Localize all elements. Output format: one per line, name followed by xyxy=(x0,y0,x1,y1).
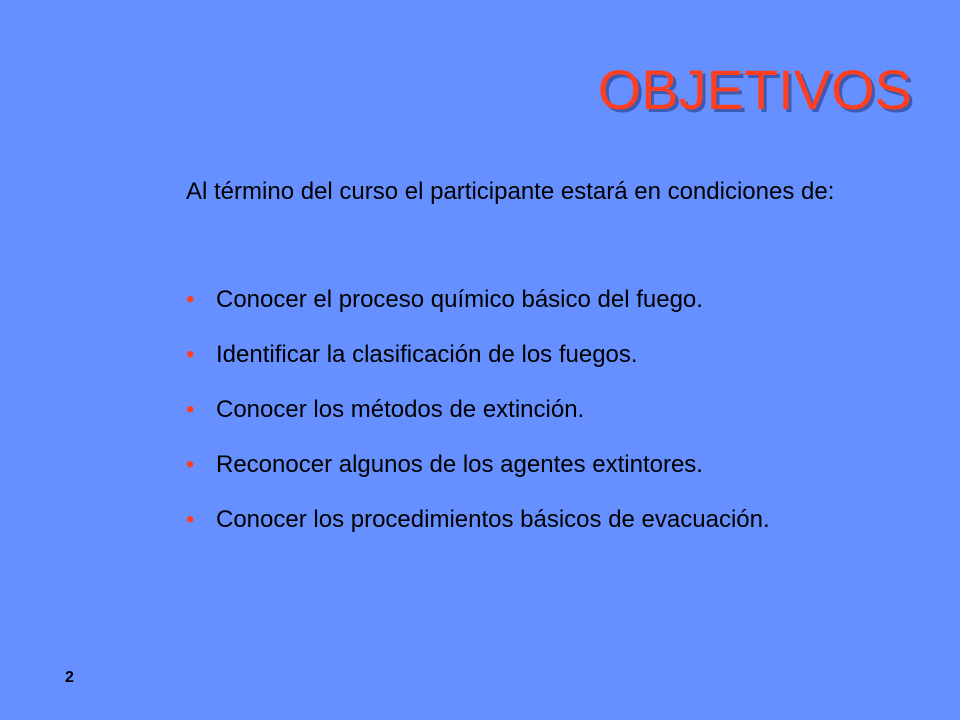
objectives-list xyxy=(186,282,896,557)
objective-text: Identificar la clasificación de los fuegos. xyxy=(216,341,638,368)
bullet-icon: • xyxy=(186,341,195,368)
bullet-icon: • xyxy=(186,506,195,533)
objective-text: Conocer los métodos de extinción. xyxy=(216,396,585,423)
objective-item xyxy=(186,282,896,318)
objective-text: Conocer el proceso químico básico del fuego. xyxy=(216,286,703,313)
bullet-icon: • xyxy=(186,396,195,423)
intro-text: Al término del curso el participante estará en condiciones de: xyxy=(186,178,835,205)
page-number: 2 xyxy=(65,669,74,686)
bullet-icon: • xyxy=(186,451,195,478)
objective-item xyxy=(186,392,896,428)
objective-item xyxy=(186,337,896,373)
objective-text: Reconocer algunos de los agentes extintores. xyxy=(216,451,703,478)
slide-title: OBJETIVOS xyxy=(597,58,912,121)
bullet-icon: • xyxy=(186,286,195,313)
objective-item xyxy=(186,502,896,538)
objective-text: Conocer los procedimientos básicos de evacuación. xyxy=(216,506,770,533)
objective-item xyxy=(186,447,896,483)
